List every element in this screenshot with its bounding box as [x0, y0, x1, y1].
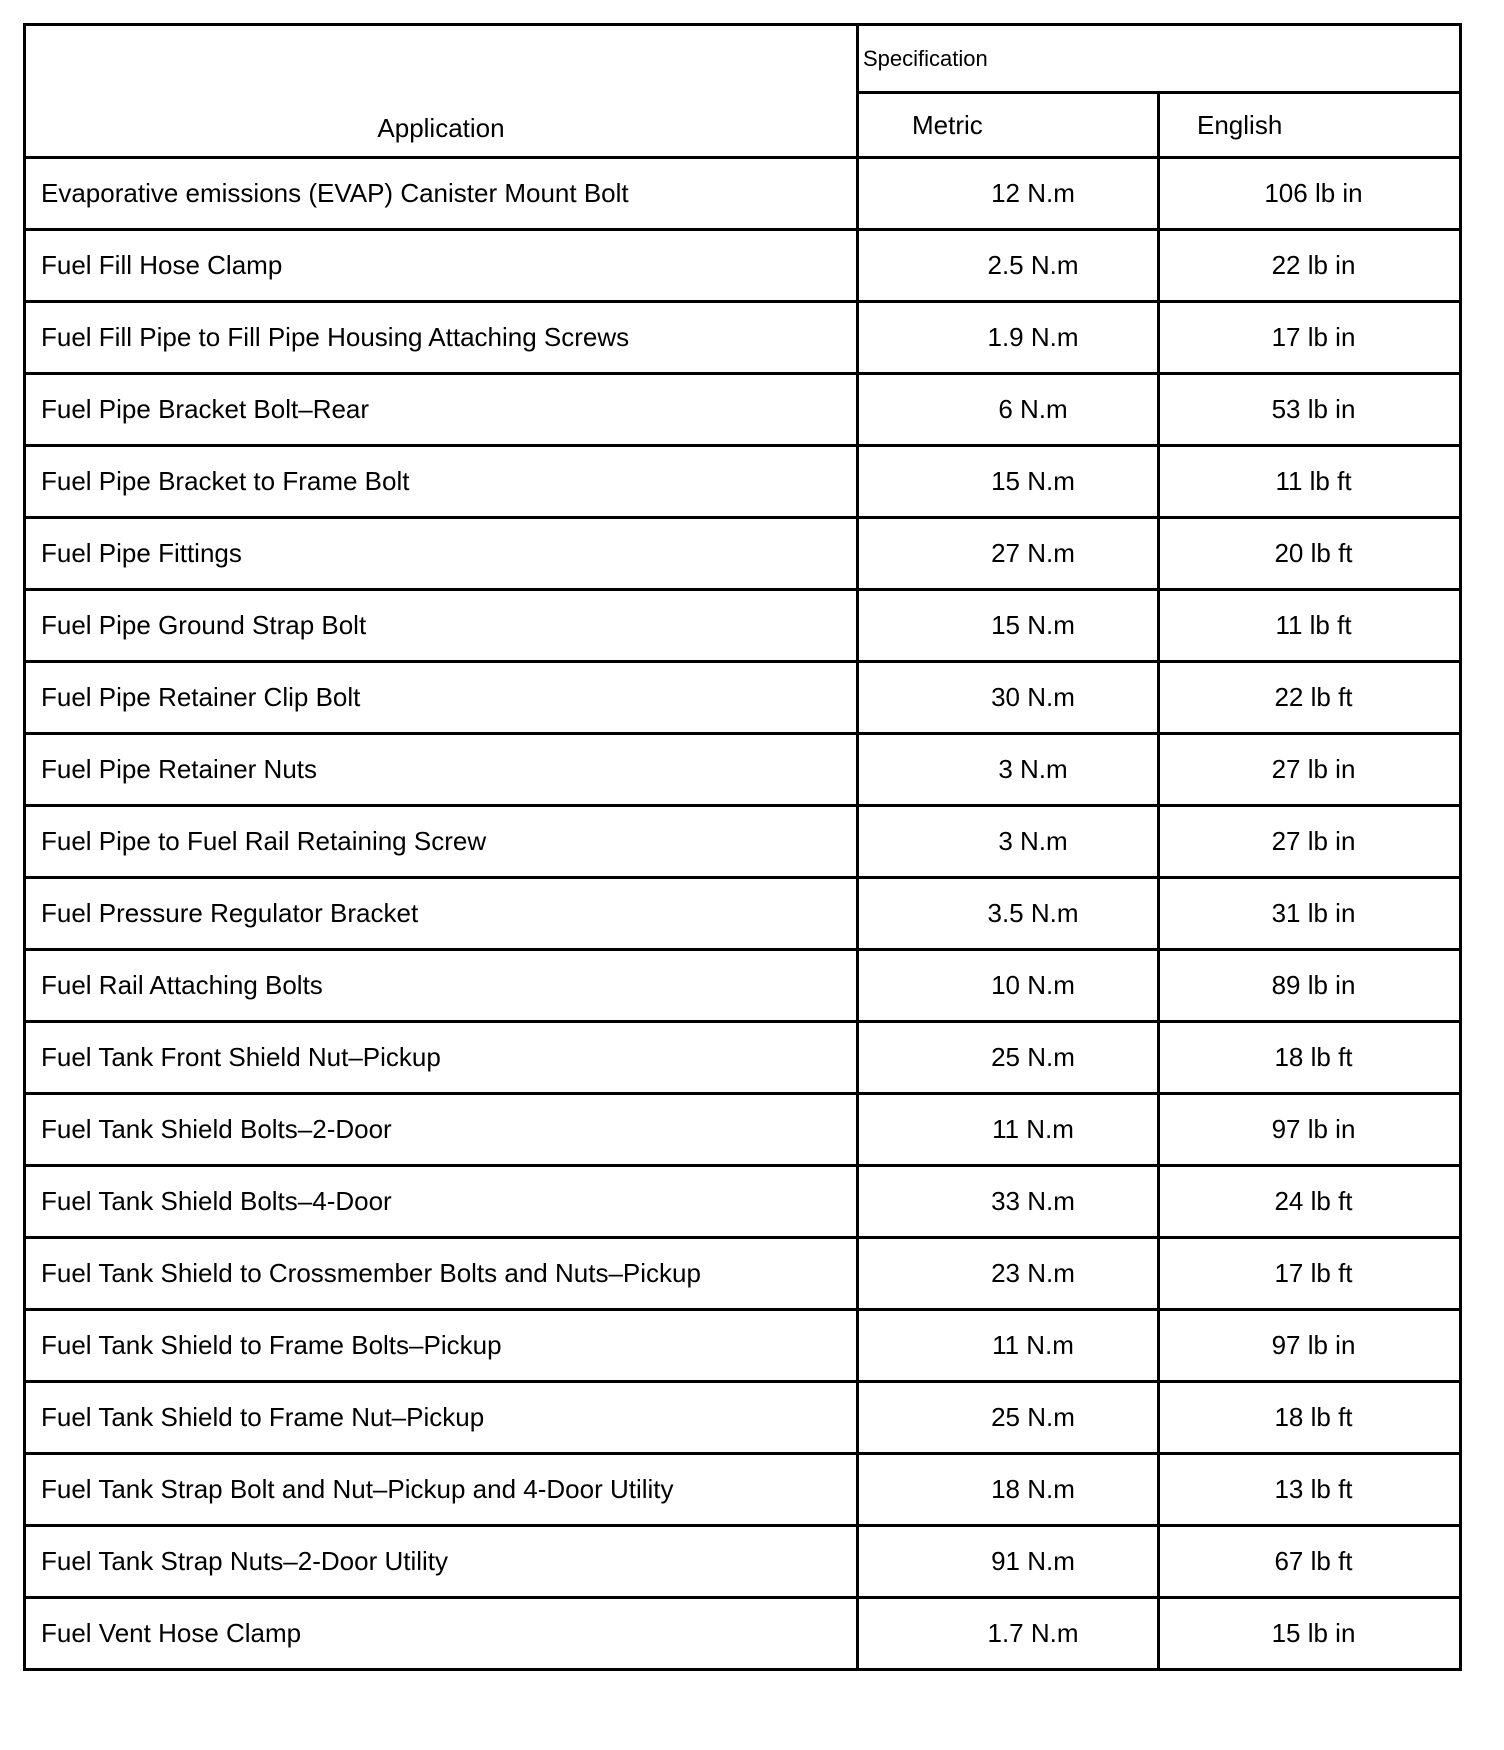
metric-value-cell: 1.9 N.m: [858, 302, 1159, 374]
english-value-cell: 27 lb in: [1159, 734, 1461, 806]
metric-value-cell: 2.5 N.m: [858, 230, 1159, 302]
metric-value-cell: 25 N.m: [858, 1382, 1159, 1454]
english-value-cell: 11 lb ft: [1159, 446, 1461, 518]
english-value-cell: 22 lb in: [1159, 230, 1461, 302]
header-metric: Metric: [858, 93, 1159, 158]
table-row: [25, 806, 1461, 878]
table-body: [25, 158, 1461, 1670]
metric-value-cell: 3.5 N.m: [858, 878, 1159, 950]
metric-value-cell: 27 N.m: [858, 518, 1159, 590]
table-row: [25, 878, 1461, 950]
metric-value-cell: 10 N.m: [858, 950, 1159, 1022]
application-cell: Fuel Pressure Regulator Bracket: [25, 878, 858, 950]
application-cell: Fuel Vent Hose Clamp: [25, 1598, 858, 1670]
table-row: [25, 950, 1461, 1022]
english-value-cell: 18 lb ft: [1159, 1382, 1461, 1454]
table-row: [25, 590, 1461, 662]
application-cell: Fuel Tank Front Shield Nut–Pickup: [25, 1022, 858, 1094]
table-row: [25, 1238, 1461, 1310]
application-cell: Fuel Tank Shield to Frame Bolts–Pickup: [25, 1310, 858, 1382]
application-cell: Evaporative emissions (EVAP) Canister Mount Bolt: [25, 158, 858, 230]
metric-value-cell: 33 N.m: [858, 1166, 1159, 1238]
english-value-cell: 106 lb in: [1159, 158, 1461, 230]
application-cell: Fuel Pipe Fittings: [25, 518, 858, 590]
english-value-cell: 31 lb in: [1159, 878, 1461, 950]
table-row: [25, 1022, 1461, 1094]
header-specification: Specification: [858, 25, 1461, 93]
metric-value-cell: 18 N.m: [858, 1454, 1159, 1526]
table-row: [25, 1454, 1461, 1526]
table-row: [25, 518, 1461, 590]
english-value-cell: 89 lb in: [1159, 950, 1461, 1022]
table-row: [25, 1310, 1461, 1382]
application-cell: Fuel Tank Shield Bolts–4-Door: [25, 1166, 858, 1238]
application-cell: Fuel Tank Strap Bolt and Nut–Pickup and 4-Door Utility: [25, 1454, 858, 1526]
table-header: [25, 25, 1461, 158]
application-cell: Fuel Pipe Retainer Nuts: [25, 734, 858, 806]
table-row: [25, 302, 1461, 374]
application-cell: Fuel Rail Attaching Bolts: [25, 950, 858, 1022]
english-value-cell: 24 lb ft: [1159, 1166, 1461, 1238]
header-application: Application: [25, 25, 858, 158]
table-row: [25, 1598, 1461, 1670]
metric-value-cell: 11 N.m: [858, 1094, 1159, 1166]
metric-value-cell: 15 N.m: [858, 590, 1159, 662]
application-cell: Fuel Tank Shield to Frame Nut–Pickup: [25, 1382, 858, 1454]
english-value-cell: 18 lb ft: [1159, 1022, 1461, 1094]
application-cell: Fuel Fill Pipe to Fill Pipe Housing Attaching Screws: [25, 302, 858, 374]
metric-value-cell: 1.7 N.m: [858, 1598, 1159, 1670]
metric-value-cell: 30 N.m: [858, 662, 1159, 734]
english-value-cell: 20 lb ft: [1159, 518, 1461, 590]
english-value-cell: 67 lb ft: [1159, 1526, 1461, 1598]
table-row: [25, 1382, 1461, 1454]
english-value-cell: 27 lb in: [1159, 806, 1461, 878]
table-row: [25, 374, 1461, 446]
english-value-cell: 22 lb ft: [1159, 662, 1461, 734]
english-value-cell: 17 lb ft: [1159, 1238, 1461, 1310]
metric-value-cell: 12 N.m: [858, 158, 1159, 230]
application-cell: Fuel Pipe Bracket Bolt–Rear: [25, 374, 858, 446]
header-row-specification: [25, 25, 1461, 93]
application-cell: Fuel Tank Shield Bolts–2-Door: [25, 1094, 858, 1166]
metric-value-cell: 6 N.m: [858, 374, 1159, 446]
application-cell: Fuel Pipe Bracket to Frame Bolt: [25, 446, 858, 518]
metric-value-cell: 15 N.m: [858, 446, 1159, 518]
application-cell: Fuel Fill Hose Clamp: [25, 230, 858, 302]
table-row: [25, 734, 1461, 806]
english-value-cell: 11 lb ft: [1159, 590, 1461, 662]
metric-value-cell: 91 N.m: [858, 1526, 1159, 1598]
table-row: [25, 1166, 1461, 1238]
english-value-cell: 97 lb in: [1159, 1094, 1461, 1166]
application-cell: Fuel Tank Strap Nuts–2-Door Utility: [25, 1526, 858, 1598]
table-row: [25, 158, 1461, 230]
english-value-cell: 13 lb ft: [1159, 1454, 1461, 1526]
torque-specifications-table: [23, 23, 1462, 1671]
metric-value-cell: 25 N.m: [858, 1022, 1159, 1094]
application-cell: Fuel Pipe Ground Strap Bolt: [25, 590, 858, 662]
table-row: [25, 1094, 1461, 1166]
metric-value-cell: 3 N.m: [858, 806, 1159, 878]
english-value-cell: 53 lb in: [1159, 374, 1461, 446]
table-row: [25, 662, 1461, 734]
header-english: English: [1159, 93, 1461, 158]
metric-value-cell: 23 N.m: [858, 1238, 1159, 1310]
english-value-cell: 17 lb in: [1159, 302, 1461, 374]
table-row: [25, 1526, 1461, 1598]
metric-value-cell: 11 N.m: [858, 1310, 1159, 1382]
table-row: [25, 230, 1461, 302]
application-cell: Fuel Pipe to Fuel Rail Retaining Screw: [25, 806, 858, 878]
metric-value-cell: 3 N.m: [858, 734, 1159, 806]
application-cell: Fuel Pipe Retainer Clip Bolt: [25, 662, 858, 734]
english-value-cell: 97 lb in: [1159, 1310, 1461, 1382]
application-cell: Fuel Tank Shield to Crossmember Bolts and Nuts–Pickup: [25, 1238, 858, 1310]
english-value-cell: 15 lb in: [1159, 1598, 1461, 1670]
table-row: [25, 446, 1461, 518]
